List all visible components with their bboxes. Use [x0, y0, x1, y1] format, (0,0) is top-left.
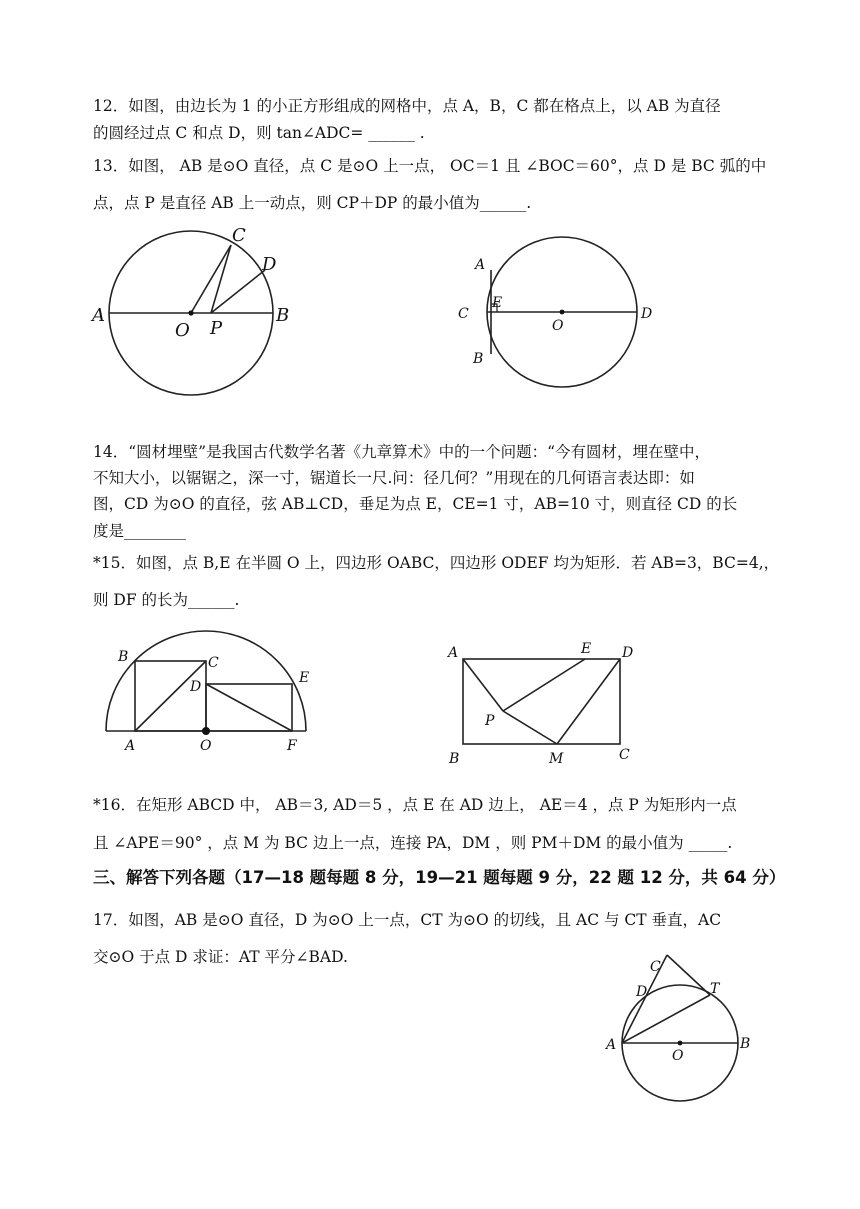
q15-line1: *15．如图，点 B,E 在半圆 O 上，四边形 OABC，四边形 ODEF 均为矩形．若 AB=3，BC=4,， — [93, 554, 780, 572]
q16-line1: *16．在矩形 ABCD 中， AB＝3, AD＝5 ，点 E 在 AD 边上， AE＝4 ，点 P 为矩形内一点 — [93, 796, 737, 814]
q12-line1: 12．如图，由边长为 1 的小正方形组成的网格中，点 A，B，C 都在格点上，以 AB 为直径 — [93, 97, 721, 115]
fig17-label-d: D — [636, 984, 648, 1000]
fig16-label-e: E — [581, 641, 592, 657]
q12-line2: 的圆经过点 C 和点 D，则 tan∠ADC= ______ . — [93, 124, 425, 142]
fig17-label-c: C — [650, 959, 661, 975]
q13-figure — [90, 225, 310, 410]
fig15-label-d: D — [190, 679, 202, 695]
q17-figure — [600, 945, 770, 1105]
q16-line2: 且 ∠APE＝90° ，点 M 为 BC 边上一点，连接 PA，DM ，则 PM＋DM 的最小值为 _____. — [93, 834, 733, 852]
q13-line2: 点，点 P 是直径 AB 上一动点，则 CP＋DP 的最小值为______. — [93, 194, 532, 212]
fig13-label-d: D — [262, 254, 277, 275]
fig15-label-b: B — [118, 649, 129, 665]
fig15-label-f: F — [287, 738, 297, 754]
q14-line3: 图，CD 为⊙O 的直径，弦 AB⊥CD，垂足为点 E，CE=1 寸，AB=10 寸，则直径 CD 的长 — [93, 495, 738, 513]
q14-line1: 14．“圆材埋壁”是我国古代数学名著《九章算术》中的一个问题：“今有圆材，埋在壁中， — [93, 443, 710, 461]
q14-figure — [455, 230, 665, 400]
fig15-label-o: O — [200, 738, 212, 754]
fig14-label-c: C — [458, 306, 469, 322]
fig16-label-m: M — [549, 751, 564, 767]
fig13-label-c: C — [232, 225, 246, 246]
q15-line2: 则 DF 的长为______. — [93, 591, 240, 609]
q17-line1: 17．如图，AB 是⊙O 直径，D 为⊙O 上一点，CT 为⊙O 的切线，且 AC 与 CT 垂直，AC — [93, 911, 722, 929]
fig13-label-o: O — [175, 320, 190, 341]
fig16-label-d: D — [622, 645, 634, 661]
fig17-label-a: A — [606, 1037, 617, 1053]
fig14-label-o: O — [552, 318, 564, 334]
q15-figure — [100, 630, 330, 760]
fig14-label-e: E — [492, 295, 503, 311]
q17-line2: 交⊙O 于点 D 求证：AT 平分∠BAD. — [93, 948, 348, 966]
section-3-heading: 三、解答下列各题（17—18 题每题 8 分，19—21 题每题 9 分，22 题 12 分，共 64 分） — [93, 868, 786, 887]
fig17-label-o: O — [672, 1048, 684, 1064]
fig15-label-a: A — [125, 738, 136, 754]
fig14-label-d: D — [641, 306, 653, 322]
fig14-label-a: A — [475, 257, 486, 273]
fig17-label-t: T — [710, 981, 720, 997]
fig16-label-b: B — [449, 751, 460, 767]
fig13-label-a: A — [92, 305, 105, 326]
fig17-label-b: B — [740, 1036, 751, 1052]
q14-line4: 度是________ — [93, 522, 187, 540]
fig13-label-b: B — [276, 305, 290, 326]
q16-figure — [445, 635, 645, 770]
fig16-label-p: P — [485, 713, 495, 729]
q14-line2: 不知大小，以锯锯之，深一寸，锯道长一尺.问：径几何？”用现在的几何语言表达即：如 — [93, 469, 695, 487]
fig13-label-p: P — [210, 318, 223, 339]
fig15-label-e: E — [299, 670, 310, 686]
fig14-label-b: B — [473, 351, 484, 367]
fig16-label-c: C — [619, 747, 630, 763]
fig16-label-a: A — [448, 645, 459, 661]
q13-line1: 13．如图， AB 是⊙O 直径，点 C 是⊙O 上一点， OC＝1 且 ∠BOC＝60°，点 D 是 BC 弧的中 — [93, 157, 767, 175]
fig15-label-c: C — [208, 655, 219, 671]
